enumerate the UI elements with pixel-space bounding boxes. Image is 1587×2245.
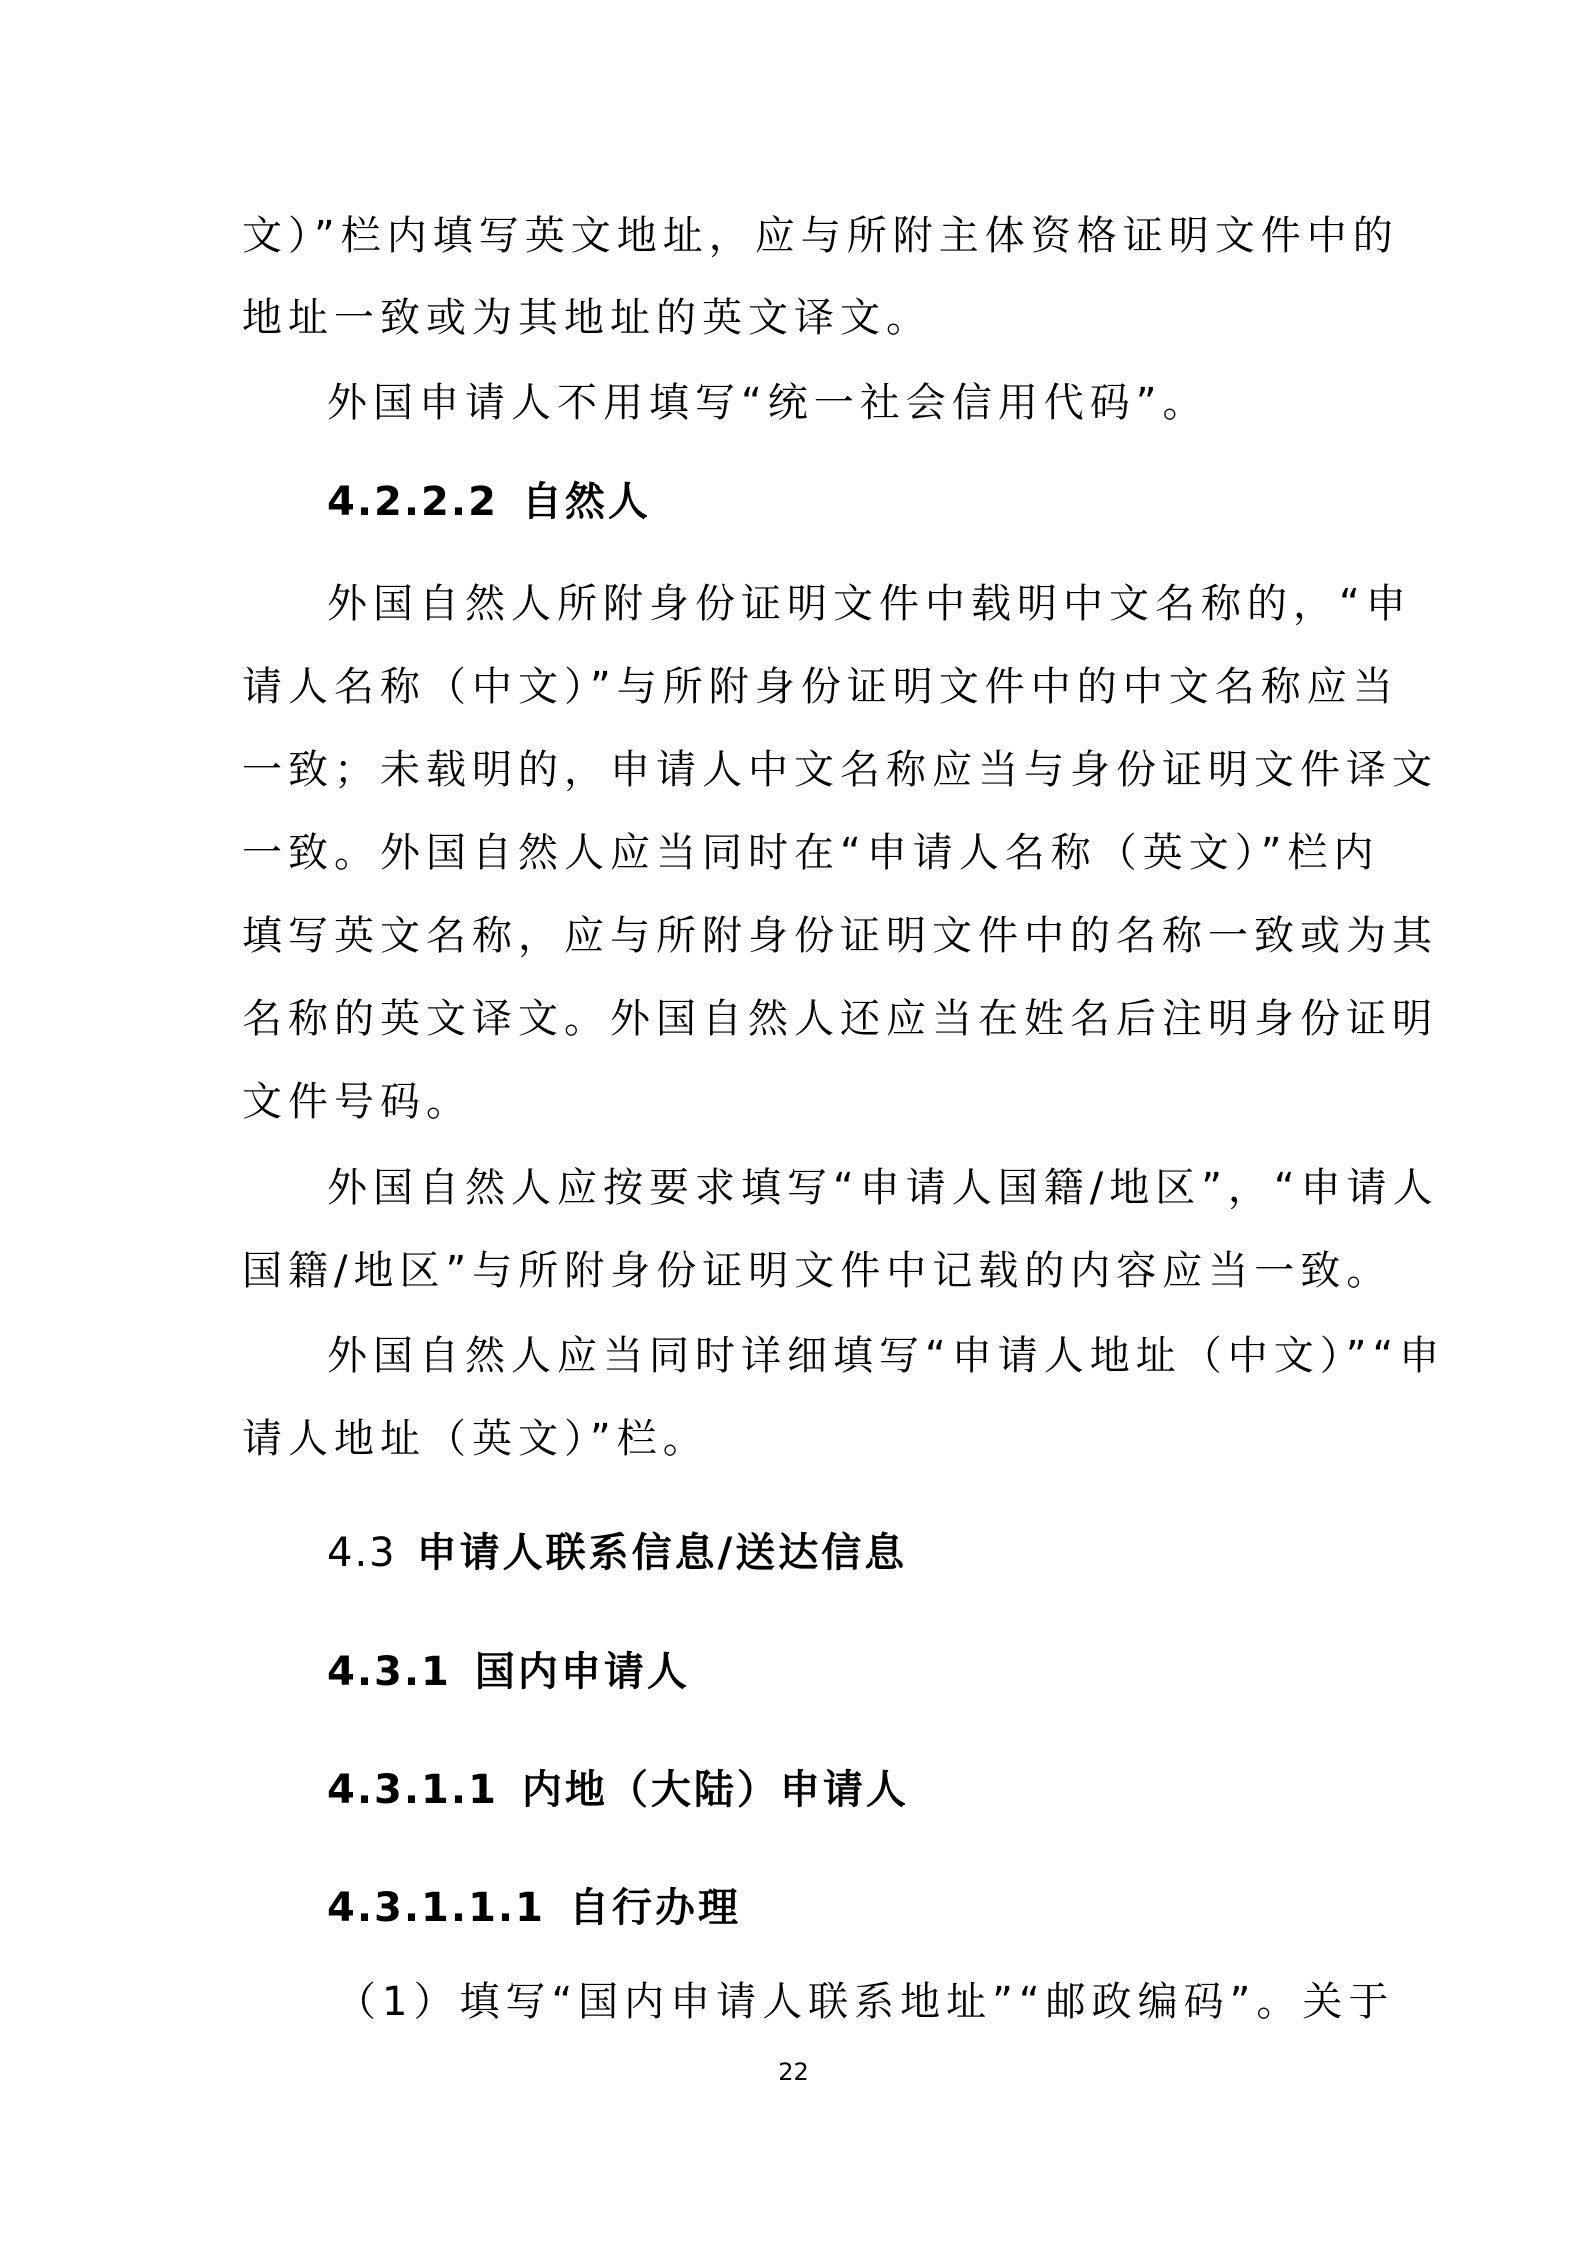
page-number: 22 xyxy=(778,2058,809,2086)
section-heading-4-3-1 xyxy=(327,1649,690,1695)
section-title: 国内申请人 xyxy=(474,1649,690,1695)
body-text-line: 外国自然人应当同时详细填写“申请人地址（中文）”“申 xyxy=(327,1333,1446,1379)
section-heading-4-3-1-1-1 xyxy=(327,1885,741,1931)
section-title: 自然人 xyxy=(521,479,651,525)
body-text-line: 文）”栏内填写英文地址，应与所附主体资格证明文件中的 xyxy=(242,213,1399,259)
section-title: 自行办理 xyxy=(568,1885,741,1931)
body-text-line: （1）填写“国内申请人联系地址”“邮政编码”。关于 xyxy=(336,1979,1395,2025)
section-title: 内地（大陆）申请人 xyxy=(521,1767,909,1813)
section-heading-4-3 xyxy=(327,1530,908,1576)
section-number: 4.3.1.1.1 xyxy=(327,1885,545,1931)
section-title: 申请人联系信息/送达信息 xyxy=(416,1530,908,1576)
body-text-line: 外国自然人所附身份证明文件中载明中文名称的，“申 xyxy=(327,581,1412,627)
body-text-line: 请人名称（中文）”与所附身份证明文件中的中文名称应当 xyxy=(242,664,1399,710)
body-text-line: 外国自然人应按要求填写“申请人国籍/地区”，“申请人 xyxy=(327,1165,1439,1211)
body-text-line: 外国申请人不用填写“统一社会信用代码”。 xyxy=(327,380,1209,426)
section-number: 4.2.2.2 xyxy=(327,479,498,525)
body-text-line: 文件号码。 xyxy=(242,1079,472,1125)
section-heading-4-2-2-2 xyxy=(327,479,651,525)
body-text-line: 国籍/地区”与所附身份证明文件中记载的内容应当一致。 xyxy=(242,1248,1393,1294)
body-text-line: 填写英文名称，应与所附身份证明文件中的名称一致或为其 xyxy=(242,913,1438,959)
body-text-line: 一致。外国自然人应当同时在“申请人名称（英文）”栏内 xyxy=(242,830,1380,876)
section-number: 4.3.1.1 xyxy=(327,1767,498,1813)
section-heading-4-3-1-1 xyxy=(327,1767,909,1813)
body-text-line: 地址一致或为其地址的英文译文。 xyxy=(242,295,932,341)
body-text-line: 请人地址（英文）”栏。 xyxy=(242,1416,709,1462)
body-text-line: 一致；未载明的，申请人中文名称应当与身份证明文件译文 xyxy=(242,747,1438,793)
section-number: 4.3.1 xyxy=(327,1649,451,1695)
section-number: 4.3 xyxy=(327,1530,397,1576)
body-text-line: 名称的英文译文。外国自然人还应当在姓名后注明身份证明 xyxy=(242,996,1438,1042)
